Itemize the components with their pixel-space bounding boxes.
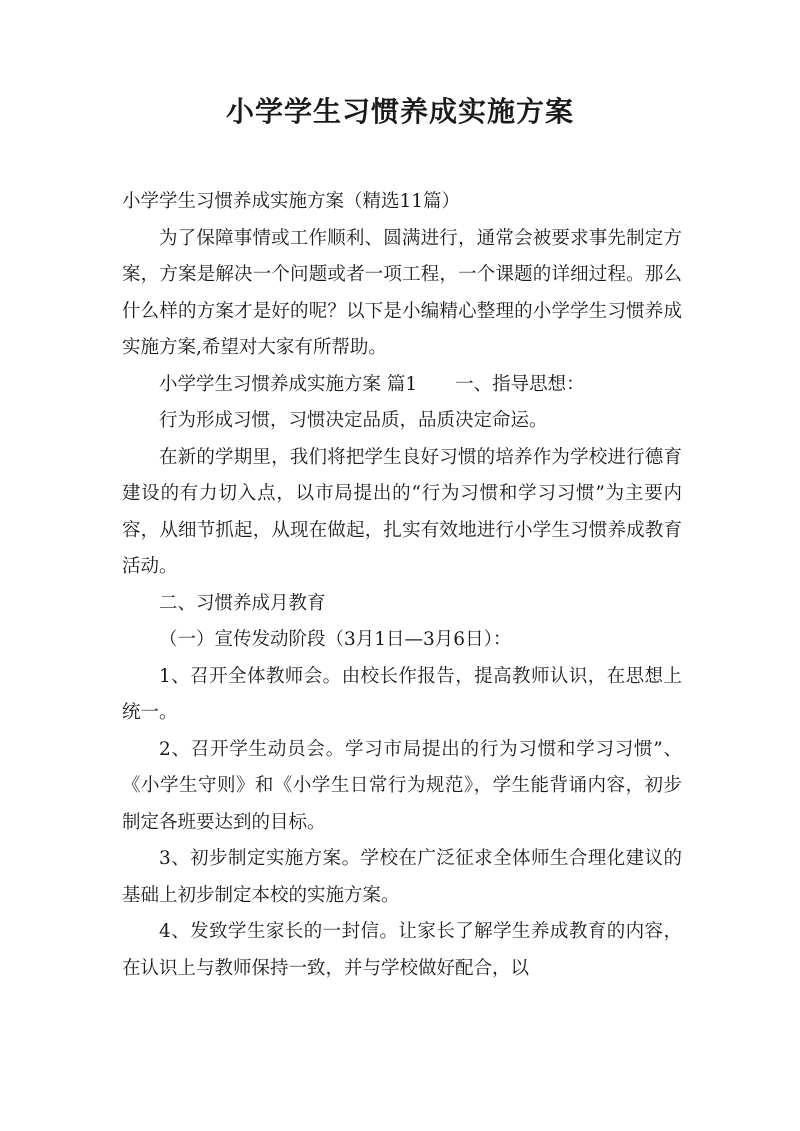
item-4-paragraph: 4、发致学生家长的一封信。让家长了解学生养成教育的内容，在认识上与教师保持一致，并与学校做好配合，以 (122, 921, 682, 979)
chapter-label: 小学学生习惯养成实施方案 篇1 (159, 373, 418, 395)
item-1-paragraph: 1、召开全体教师会。由校长作报告，提高教师认识，在思想上统一。 (122, 665, 682, 723)
intro-paragraph: 为了保障事情或工作顺利、圆满进行，通常会被要求事先制定方案，方案是解决一个问题或者一项工程，一个课题的详细过程。那么什么样的方案才是好的呢？以下是小编精心整理的小学学生习惯养成实施方案,希望对大家有所帮助。 (122, 227, 682, 358)
guiding-paragraph: 在新的学期里，我们将把学生良好习惯的培养作为学校进行德育建设的有力切入点，以市局提出的“行为习惯和学习习惯”为主要内容，从细节抓起，从现在做起，扎实有效地进行小学生习惯养成教育活动。 (122, 446, 682, 577)
document-subtitle: 小学学生习惯养成实施方案（精选11篇） (122, 191, 461, 212)
section2-heading: 二、习惯养成月教育 (159, 592, 326, 614)
item-2-paragraph: 2、召开学生动员会。学习市局提出的行为习惯和学习习惯”、《小学生守则》和《小学生日常行为规范》，学生能背诵内容，初步制定各班要达到的目标。 (122, 738, 682, 833)
item-3-paragraph: 3、初步制定实施方案。学校在广泛征求全体师生合理化建议的基础上初步制定本校的实施方案。 (122, 848, 682, 906)
motto-paragraph: 行为形成习惯，习惯决定品质，品质决定命运。 (159, 410, 548, 431)
section1-heading: 一、指导思想： (455, 373, 585, 395)
chapter-line (122, 367, 682, 404)
document-body (122, 184, 682, 987)
document-title: 小学学生习惯养成实施方案 (225, 95, 574, 128)
stage1-heading: （一）宣传发动阶段（3月1日—3月6日）： (159, 629, 512, 650)
